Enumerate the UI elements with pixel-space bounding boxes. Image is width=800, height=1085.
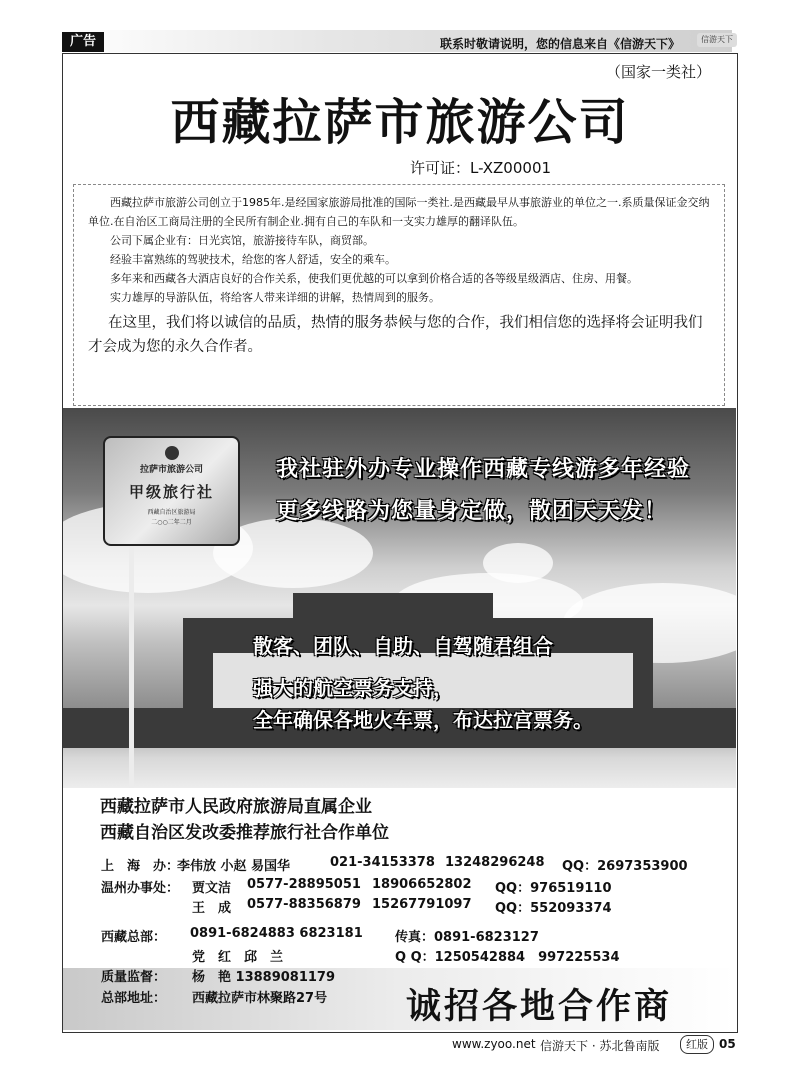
- intro-promise: 在这里，我们将以诚信的品质，热情的服务恭候与您的合作，我们相信您的选择将会证明我们才会成为您的永久合作者。: [88, 315, 703, 355]
- hq-label: 西藏总部：: [101, 930, 167, 945]
- quality-value: 杨 艳 13889081179: [192, 970, 336, 985]
- address-label: 总部地址：: [101, 991, 167, 1006]
- hq-phone: 0891-6824883 6823181: [190, 926, 363, 941]
- edition-badge: 红版: [680, 1035, 714, 1054]
- hq-fax: 传真：0891-6823127: [395, 930, 539, 945]
- potala-palace-photo: [63, 408, 736, 788]
- hq-qq: Q Q：1250542884 997225534: [395, 950, 620, 965]
- feature-air-tickets: 强大的航空票务支持，: [253, 676, 453, 700]
- slogan-experience: 我社驻外办专业操作西藏专线游多年经验: [276, 457, 691, 482]
- shanghai-qq: QQ：2697353900: [562, 859, 688, 874]
- footer-website[interactable]: www.zyoo.net: [452, 1037, 536, 1051]
- shanghai-mobile: 13248296248: [445, 855, 545, 870]
- plaque-issuer: 西藏自治区旅游局: [147, 509, 196, 516]
- intro-paragraph: 西藏拉萨市旅游公司创立于1985年.是经国家旅游局批准的国际一类社.是西藏最早从事旅游业的单位之一.系质量保证金交纳单位.在自治区工商局注册的全民所有制企业.拥有自己的车队和一支实力雄厚的翻译队伍。: [88, 196, 710, 228]
- intro-box: [73, 184, 725, 406]
- affiliation-recommended: 西藏自治区发改委推荐旅行社合作单位: [100, 823, 389, 843]
- plaque-company: 拉萨市旅游公司: [139, 465, 203, 475]
- hq-person: 党 红 邱 兰: [192, 950, 284, 965]
- slogan-custom-routes: 更多线路为您量身定做，散团天天发！: [276, 499, 668, 524]
- page-number: 05: [719, 1037, 736, 1051]
- wenzhou-phone-1: 0577-28895051: [247, 877, 361, 892]
- emblem-icon: [165, 446, 179, 460]
- plaque-grade: 甲级旅行社: [128, 483, 214, 501]
- recruit-partners: 诚招各地合作商: [406, 986, 673, 1027]
- palace-shape: [293, 593, 493, 633]
- intro-paragraph: 实力雄厚的导游队伍，将给客人带来详细的讲解，热情周到的服务。: [110, 291, 440, 304]
- header-note: 联系时敬请说明，您的信息来自《信游天下》: [440, 37, 681, 51]
- feature-groups: 散客、团队、自助、自驾随君组合: [253, 634, 553, 658]
- cloud-shape: [483, 543, 553, 583]
- wenzhou-phone-2: 0577-88356879: [247, 897, 361, 912]
- flag-pole: [129, 533, 134, 788]
- shanghai-people: 李伟放 小赵 易国华: [177, 859, 291, 874]
- license-number: 许可证：L-XZ00001: [410, 159, 552, 177]
- wenzhou-label: 温州办事处：: [101, 881, 180, 896]
- feature-train-tickets: 全年确保各地火车票，布达拉宫票务。: [253, 708, 593, 732]
- wenzhou-qq-2: QQ：552093374: [495, 901, 612, 916]
- wenzhou-name-2: 王 成: [192, 901, 232, 916]
- company-title: 西藏拉萨市旅游公司: [170, 93, 630, 151]
- quality-label: 质量监督：: [101, 970, 167, 985]
- ad-tag: 广告: [62, 32, 104, 52]
- grade-a-plaque: [103, 436, 240, 546]
- publisher-logo: 信游天下: [697, 33, 737, 47]
- shanghai-label: 上 海 办：: [101, 859, 180, 874]
- affiliation-government: 西藏拉萨市人民政府旅游局直属企业: [100, 797, 372, 817]
- wenzhou-mobile-1: 18906652802: [372, 877, 472, 892]
- intro-paragraph: 多年来和西藏各大酒店良好的合作关系，使我们更优越的可以拿到价格合适的各等级星级酒店、住房、用餐。: [110, 272, 638, 285]
- plaque-date: 二○○二年二月: [151, 519, 192, 526]
- address-value: 西藏拉萨市林聚路27号: [192, 991, 328, 1006]
- wenzhou-mobile-2: 15267791097: [372, 897, 472, 912]
- intro-paragraph: 公司下属企业有：日光宾馆，旅游接待车队，商贸部。: [110, 234, 374, 247]
- company-category: （国家一类社）: [606, 63, 712, 81]
- wenzhou-qq-1: QQ：976519110: [495, 881, 612, 896]
- shanghai-phone: 021-34153378: [330, 855, 435, 870]
- intro-paragraph: 经验丰富熟练的驾驶技术，给您的客人舒适，安全的乘车。: [110, 253, 396, 266]
- footer-publication: 信游天下 · 苏北鲁南版: [540, 1039, 660, 1053]
- wenzhou-name-1: 贾文洁: [192, 881, 232, 896]
